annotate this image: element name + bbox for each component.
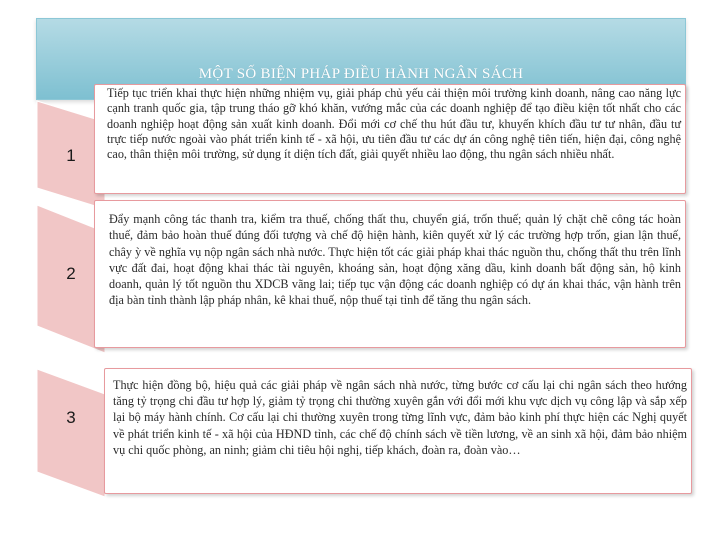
item-number: 3 (66, 408, 76, 427)
item-panel-3 (104, 368, 692, 494)
item-text: Tiếp tục triển khai thực hiện những nhiệm vụ, giải pháp chủ yếu cải thiện môi trường kinh doanh, nâng cao năng lực cạnh tranh quốc gia, tập trung tháo gỡ khó khăn, vướng mắc của các doanh nghiệp để tạo điều kiện tốt nhất cho các doanh nghiệp hoạt động sản xuất kinh doanh. Đổi mới cơ chế thu hút đầu tư, khuyến khích đầu tư tư nhân, đầu tư trực tiếp nước ngoài vào phát triển kinh tế - xã hội, ưu tiên đầu tư các dự án công nghệ tiên tiến, hiện đại, công nghệ cao, thân thiện môi trường, sử dụng ít diện tích đất, giải quyết nhiều lao động, thu ngân sách nhiều nhất. (107, 86, 681, 162)
item-text: Đẩy mạnh công tác thanh tra, kiểm tra thuế, chống thất thu, chuyển giá, trốn thuế; quản lý chặt chẽ công tác hoàn thuế, đảm bảo hoàn thuế đúng đối tượng và chế độ hiện hành, kiên quyết xử lý các trường hợp trốn, gian lận thuế, chây ỳ về nghĩa vụ nộp ngân sách nhà nước. Thực hiện tốt các giải pháp khai thác nguồn thu, chống thất thu trên lĩnh vực đất đai, hoạt động khai thác tài nguyên, khoáng sản, hoạt động xăng dầu, kinh doanh bất động sản, hộ kinh doanh, quản lý tốt nguồn thu XDCB vãng lai; tiếp tục vận động các doanh nghiệp có dự án khai thác, vận hành trên địa bàn tỉnh thành lập pháp nhân, kê khai thuế, nộp thuế tại tỉnh để tăng thu ngân sách. (109, 212, 681, 308)
item-number: 1 (66, 146, 76, 165)
item-panel-2 (94, 200, 686, 348)
item-panel-1 (94, 84, 686, 194)
chevron-3 (36, 368, 106, 498)
chevron-shape-icon (36, 368, 106, 498)
item-number: 2 (66, 264, 76, 283)
page-title: MỘT SỐ BIỆN PHÁP ĐIỀU HÀNH NGÂN SÁCH (198, 66, 524, 82)
item-text: Thực hiện đồng bộ, hiệu quả các giải pháp về ngân sách nhà nước, từng bước cơ cấu lại chi ngân sách theo hướng tăng tỷ trọng chi đầu tư hợp lý, giảm tỷ trọng chi thường xuyên gắn với đổi mới khu vực dịch vụ công lập và sắp xếp lại bộ máy hành chính. Cơ cấu lại chi thường xuyên trong từng lĩnh vực, đảm bảo kinh phí thực hiện các Nghị quyết về phát triển kinh tế - xã hội của HĐND tỉnh, các chế độ chính sách về tiền lương, về an sinh xã hội, đảm bảo nhiệm vụ chi quốc phòng, an ninh; giảm chi tiêu hội nghị, tiếp khách, đoàn ra, đoàn vào… (113, 378, 687, 457)
